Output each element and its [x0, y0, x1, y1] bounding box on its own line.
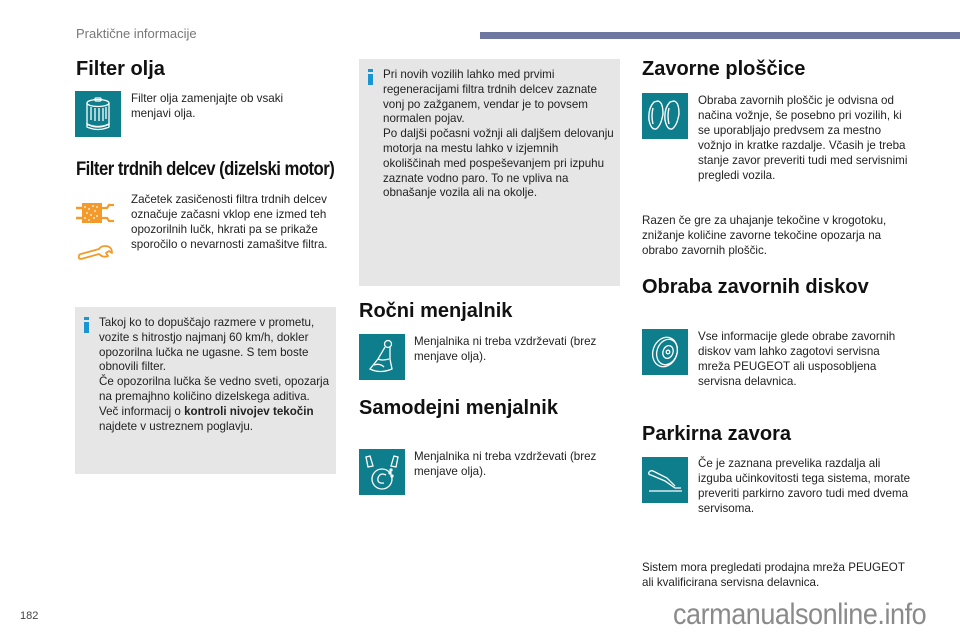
heading-oil-filter: Filter olja: [76, 58, 165, 80]
info-box-text: [99, 316, 330, 434]
info-icon: [84, 317, 89, 333]
heading-particle-filter: Filter trdnih delcev (dizelski motor): [76, 159, 335, 180]
heading-automatic-gearbox: Samodejni menjalnik: [359, 397, 558, 419]
info-reference: Več informacij o kontroli nivojev tekočin najdete v ustreznem poglavju.: [99, 404, 314, 433]
heading-brake-pads: Zavorne ploščice: [642, 58, 806, 80]
parking-brake-note: Sistem mora pregledati prodajna mreža PEUGEOT ali kvalificirana servisna delavnica.: [642, 561, 905, 589]
oil-filter-icon: [75, 91, 121, 137]
automatic-gearbox-icon: [359, 449, 405, 495]
watermark-link[interactable]: carmanualsonline.info: [673, 598, 927, 631]
info-line: Po daljši počasni vožnji ali daljšem delovanju motorja na mestu lahko v izjemnih okoliščinah med pospeševanjem pri izpuhu zaznate vodno paro. To ne vpliva na obnašanje vozila ali na okolje.: [383, 127, 614, 200]
oil-filter-text: Filter olja zamenjajte ob vsaki menjavi olja.: [131, 92, 284, 120]
brake-pads-icon: [642, 93, 688, 139]
info-line: Pri novih vozilih lahko med prvimi regeneracijami filtra trdnih delcev zaznate vonj po zažganem, vendar je to povsem normalen pojav.: [383, 68, 597, 126]
info-box-new-vehicles: [359, 59, 620, 286]
info-icon: [368, 69, 373, 85]
brake-pads-note: Razen če gre za uhajanje tekočine v krogotoku, znižanje količine zavorne tekočine opozarja na obrabo zavornih ploščic.: [642, 214, 887, 257]
manual-gearbox-text: Menjalnika ni treba vzdrževati (brez menjave olja).: [414, 335, 597, 363]
particle-filter-text: Začetek zasičenosti filtra trdnih delcev označuje začasni vklop ene izmed teh opozorilnih lučk, hkrati pa se prikaže sporočilo o nevarnosti zamašitve filtra.: [131, 193, 328, 251]
heading-parking-brake: Parkirna zavora: [642, 423, 791, 445]
wrench-service-icon: [77, 243, 113, 261]
reference-link-text: kontroli nivojev tekočin: [184, 404, 314, 418]
brake-discs-text: Vse informacije glede obrabe zavornih diskov vam lahko zagotovi servisna mreža PEUGEOT ali usposobljena servisna delavnica.: [698, 330, 896, 388]
info-line: Če opozorilna lučka še vedno sveti, opozarja na premajhno količino dizelskega aditiva.: [99, 375, 330, 403]
info-box-text: [383, 68, 614, 201]
info-line: Takoj ko to dopuščajo razmere v prometu, vozite s hitrostjo najmanj 60 km/h, dokler opozorilna lučka ne ugasne. S tem boste obnovili filter.: [99, 316, 315, 374]
heading-brake-discs: Obraba zavornih diskov: [642, 276, 869, 298]
header-accent-bar: [480, 32, 960, 39]
manual-gear-lever-icon: [359, 334, 405, 380]
brake-disc-icon: [642, 329, 688, 375]
info-box-regeneration: [75, 307, 336, 474]
heading-manual-gearbox: Ročni menjalnik: [359, 300, 513, 322]
section-header-title: Praktične informacije: [76, 26, 197, 41]
brake-pads-text: Obraba zavornih ploščic je odvisna od načina vožnje, še posebno pri vozilih, ki se uporabljajo predvsem za mestno vožnjo in kratke razdalje. Včasih je treba stanje zavor preveriti tudi med servisnimi pregledi vozila.: [698, 94, 908, 182]
page-number: 182: [20, 610, 39, 622]
parking-brake-lever-icon: [642, 457, 688, 503]
automatic-gearbox-text: Menjalnika ni treba vzdrževati (brez menjave olja).: [414, 450, 597, 478]
particle-filter-warning-icon: [76, 200, 114, 226]
parking-brake-text: Če je zaznana prevelika razdalja ali izguba učinkovitosti tega sistema, morate preveriti parkirno zavoro tudi med dvema servisoma.: [698, 457, 911, 515]
